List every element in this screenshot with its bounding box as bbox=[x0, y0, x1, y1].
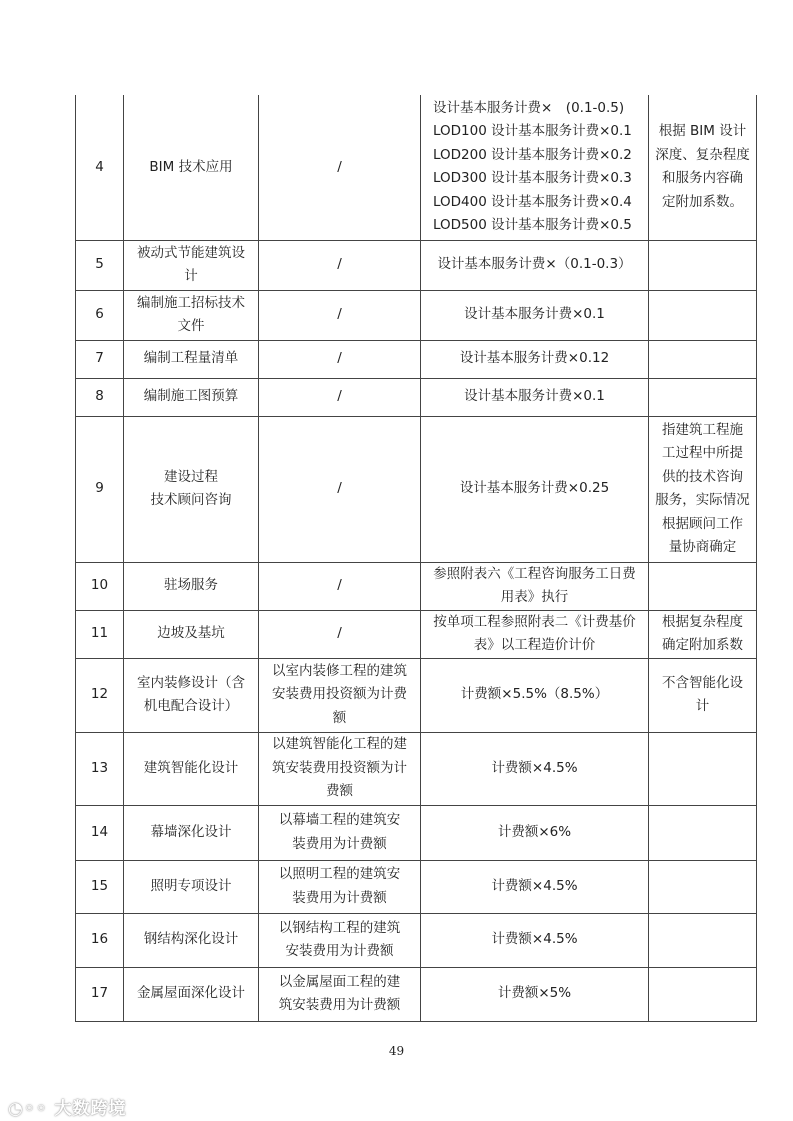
cell-note bbox=[649, 562, 757, 610]
cell-item: 钢结构深化设计 bbox=[124, 913, 259, 967]
cell-fee: 设计基本服务计费×0.12 bbox=[421, 340, 649, 378]
cell-basis: / bbox=[259, 290, 421, 340]
cell-fee: 计费额×6% bbox=[421, 805, 649, 860]
table-row bbox=[76, 290, 757, 340]
cell-note bbox=[649, 913, 757, 967]
table-row bbox=[76, 913, 757, 967]
watermark-logo: ◔◦◦ 大数跨境 bbox=[8, 1099, 127, 1119]
cell-note: 指建筑工程施 工过程中所提 供的技术咨询 服务，实际情况 根据顾问工作 量协商确定 bbox=[649, 416, 757, 562]
cell-fee: 按单项工程参照附表二《计费基价 表》以工程造价计价 bbox=[421, 610, 649, 658]
cell-basis: / bbox=[259, 240, 421, 290]
cell-no: 4 bbox=[76, 95, 124, 240]
table-row bbox=[76, 658, 757, 732]
cell-note: 根据 BIM 设计 深度、复杂程度 和服务内容确 定附加系数。 bbox=[649, 95, 757, 240]
cell-no: 13 bbox=[76, 732, 124, 805]
cell-basis: / bbox=[259, 610, 421, 658]
cell-no: 6 bbox=[76, 290, 124, 340]
cell-basis: 以照明工程的建筑安 装费用为计费额 bbox=[259, 860, 421, 913]
cell-fee: 参照附表六《工程咨询服务工日费 用表》执行 bbox=[421, 562, 649, 610]
cell-fee: 计费额×5% bbox=[421, 967, 649, 1021]
cell-basis: 以建筑智能化工程的建 筑安装费用投资额为计 费额 bbox=[259, 732, 421, 805]
table-row bbox=[76, 860, 757, 913]
cell-basis: 以钢结构工程的建筑 安装费用为计费额 bbox=[259, 913, 421, 967]
cell-basis: / bbox=[259, 378, 421, 416]
cell-basis: / bbox=[259, 416, 421, 562]
cell-no: 16 bbox=[76, 913, 124, 967]
page-number: 49 bbox=[388, 1044, 405, 1058]
cell-basis: / bbox=[259, 340, 421, 378]
cell-basis: 以幕墙工程的建筑安 装费用为计费额 bbox=[259, 805, 421, 860]
cell-item: 室内装修设计（含 机电配合设计） bbox=[124, 658, 259, 732]
table-row bbox=[76, 967, 757, 1021]
table-row bbox=[76, 805, 757, 860]
table-row bbox=[76, 610, 757, 658]
cell-note: 不含智能化设 计 bbox=[649, 658, 757, 732]
cell-no: 8 bbox=[76, 378, 124, 416]
cell-no: 11 bbox=[76, 610, 124, 658]
cell-no: 15 bbox=[76, 860, 124, 913]
table-row bbox=[76, 95, 757, 240]
cell-fee: 设计基本服务计费×0.1 bbox=[421, 378, 649, 416]
cell-item: 照明专项设计 bbox=[124, 860, 259, 913]
cell-note bbox=[649, 378, 757, 416]
table-row bbox=[76, 378, 757, 416]
cell-item: 建设过程 技术顾问咨询 bbox=[124, 416, 259, 562]
cell-item: 编制工程量清单 bbox=[124, 340, 259, 378]
fee-table bbox=[75, 95, 757, 1022]
cell-note bbox=[649, 732, 757, 805]
cell-fee: 计费额×4.5% bbox=[421, 860, 649, 913]
table-row bbox=[76, 340, 757, 378]
cell-no: 9 bbox=[76, 416, 124, 562]
cell-item: 边坡及基坑 bbox=[124, 610, 259, 658]
cell-no: 10 bbox=[76, 562, 124, 610]
cell-note bbox=[649, 805, 757, 860]
table-row bbox=[76, 732, 757, 805]
cell-no: 14 bbox=[76, 805, 124, 860]
cell-item: 编制施工招标技术 文件 bbox=[124, 290, 259, 340]
cell-no: 17 bbox=[76, 967, 124, 1021]
cell-item: 建筑智能化设计 bbox=[124, 732, 259, 805]
cell-fee: 计费额×4.5% bbox=[421, 913, 649, 967]
cell-fee: 计费额×5.5%（8.5%） bbox=[421, 658, 649, 732]
cell-note bbox=[649, 860, 757, 913]
cell-item: 金属屋面深化设计 bbox=[124, 967, 259, 1021]
cell-note: 根据复杂程度 确定附加系数 bbox=[649, 610, 757, 658]
cell-note bbox=[649, 967, 757, 1021]
cell-no: 12 bbox=[76, 658, 124, 732]
watermark-text: 大数跨境 bbox=[54, 1099, 127, 1119]
cell-fee: 计费额×4.5% bbox=[421, 732, 649, 805]
cell-item: 驻场服务 bbox=[124, 562, 259, 610]
cell-item: 幕墙深化设计 bbox=[124, 805, 259, 860]
cell-item: 编制施工图预算 bbox=[124, 378, 259, 416]
table-row bbox=[76, 562, 757, 610]
table-row bbox=[76, 416, 757, 562]
table-row bbox=[76, 240, 757, 290]
cell-note bbox=[649, 240, 757, 290]
cell-note bbox=[649, 290, 757, 340]
cell-fee: 设计基本服务计费×0.1 bbox=[421, 290, 649, 340]
cell-item: 被动式节能建筑设 计 bbox=[124, 240, 259, 290]
cell-basis: / bbox=[259, 562, 421, 610]
cell-fee: 设计基本服务计费× (0.1-0.5) LOD100 设计基本服务计费×0.1 LOD200 设计基本服务计费×0.2 LOD300 设计基本服务计费×0.3 LOD400 设计基本服务计费×0.4 LOD500 设计基本服务计费×0.5 bbox=[421, 95, 649, 240]
cell-no: 7 bbox=[76, 340, 124, 378]
cell-basis: 以室内装修工程的建筑 安装费用投资额为计费 额 bbox=[259, 658, 421, 732]
cell-no: 5 bbox=[76, 240, 124, 290]
cell-basis: 以金属屋面工程的建 筑安装费用为计费额 bbox=[259, 967, 421, 1021]
cell-fee: 设计基本服务计费×（0.1-0.3） bbox=[421, 240, 649, 290]
cell-fee: 设计基本服务计费×0.25 bbox=[421, 416, 649, 562]
cell-basis: / bbox=[259, 95, 421, 240]
cell-note bbox=[649, 340, 757, 378]
cell-item: BIM 技术应用 bbox=[124, 95, 259, 240]
